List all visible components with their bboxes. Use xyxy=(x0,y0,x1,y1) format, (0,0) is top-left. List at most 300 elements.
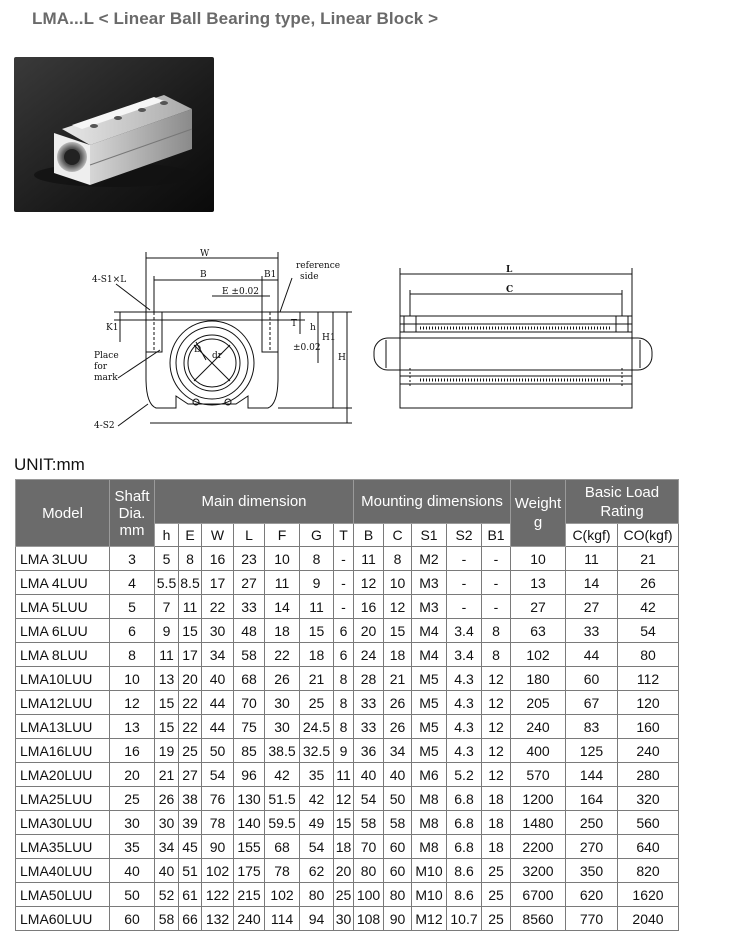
table-cell: 27 xyxy=(234,571,265,595)
model-cell: LMA10LUU xyxy=(16,667,110,691)
table-cell: 21 xyxy=(384,667,412,691)
table-cell: 50 xyxy=(110,883,155,907)
table-cell: - xyxy=(447,547,482,571)
table-cell: - xyxy=(482,571,511,595)
table-row xyxy=(16,859,679,883)
table-cell: 12 xyxy=(384,595,412,619)
table-cell: 26 xyxy=(265,667,300,691)
dim-B1-label: B1 xyxy=(264,270,277,280)
table-cell: 30 xyxy=(265,715,300,739)
table-cell: 44 xyxy=(566,643,618,667)
table-cell: 38 xyxy=(179,787,202,811)
table-cell: 54 xyxy=(300,835,334,859)
ref-side-label-1: reference xyxy=(296,261,341,271)
table-cell: 120 xyxy=(618,691,679,715)
table-cell: 10 xyxy=(110,667,155,691)
table-cell: 18 xyxy=(300,643,334,667)
table-cell: M4 xyxy=(412,643,447,667)
table-cell: 570 xyxy=(511,763,566,787)
table-cell: 15 xyxy=(334,811,354,835)
table-cell: 6 xyxy=(110,619,155,643)
page-title: LMA...L < Linear Ball Bearing type, Linear Block > xyxy=(32,9,439,28)
table-cell: 4.3 xyxy=(447,739,482,763)
table-cell: M10 xyxy=(412,859,447,883)
table-cell: 25 xyxy=(179,739,202,763)
table-cell: 14 xyxy=(265,595,300,619)
table-cell: 620 xyxy=(566,883,618,907)
table-cell: 4 xyxy=(110,571,155,595)
table-cell: 270 xyxy=(566,835,618,859)
col-header-CO-kgf: CO(kgf) xyxy=(618,524,679,547)
table-cell: 144 xyxy=(566,763,618,787)
col-header-B1: B1 xyxy=(482,524,511,547)
table-cell: 33 xyxy=(354,715,384,739)
table-cell: 34 xyxy=(384,739,412,763)
table-cell: 80 xyxy=(354,859,384,883)
table-cell: 132 xyxy=(202,907,234,931)
table-cell: 125 xyxy=(566,739,618,763)
table-cell: M6 xyxy=(412,763,447,787)
table-cell: 30 xyxy=(202,619,234,643)
table-cell: 11 xyxy=(300,595,334,619)
table-cell: 122 xyxy=(202,883,234,907)
shaft-header xyxy=(110,480,155,547)
model-cell: LMA30LUU xyxy=(16,811,110,835)
table-cell: M5 xyxy=(412,715,447,739)
table-cell: 4.3 xyxy=(447,691,482,715)
table-cell: 11 xyxy=(265,571,300,595)
table-cell: 560 xyxy=(618,811,679,835)
model-header: Model xyxy=(16,480,110,547)
table-cell: 3 xyxy=(110,547,155,571)
table-cell: 15 xyxy=(300,619,334,643)
model-cell: LMA16LUU xyxy=(16,739,110,763)
table-cell: 130 xyxy=(234,787,265,811)
table-cell: 27 xyxy=(566,595,618,619)
table-cell: 6.8 xyxy=(447,811,482,835)
tolerance-label: ±0.02 xyxy=(293,343,321,353)
table-cell: 32.5 xyxy=(300,739,334,763)
table-cell: 1200 xyxy=(511,787,566,811)
table-row xyxy=(16,811,679,835)
table-cell: 40 xyxy=(354,763,384,787)
table-cell: 8 xyxy=(110,643,155,667)
table-cell: 48 xyxy=(234,619,265,643)
model-cell: LMA25LUU xyxy=(16,787,110,811)
table-cell: 66 xyxy=(179,907,202,931)
table-cell: 60 xyxy=(384,859,412,883)
table-cell: 215 xyxy=(234,883,265,907)
table-cell: 102 xyxy=(202,859,234,883)
dim-T-label: T xyxy=(291,319,298,329)
table-cell: 6 xyxy=(334,643,354,667)
table-cell: 85 xyxy=(234,739,265,763)
table-cell: 26 xyxy=(618,571,679,595)
table-cell: 67 xyxy=(566,691,618,715)
col-header-C: C xyxy=(384,524,412,547)
table-row xyxy=(16,691,679,715)
model-cell: LMA 5LUU xyxy=(16,595,110,619)
table-cell: 2200 xyxy=(511,835,566,859)
table-cell: 40 xyxy=(202,667,234,691)
table-cell: 16 xyxy=(202,547,234,571)
table-cell: 240 xyxy=(234,907,265,931)
table-cell: 9 xyxy=(300,571,334,595)
table-cell: 100 xyxy=(354,883,384,907)
table-cell: 36 xyxy=(354,739,384,763)
table-cell: 6 xyxy=(334,619,354,643)
table-cell: 3200 xyxy=(511,859,566,883)
table-cell: 8.6 xyxy=(447,883,482,907)
table-cell: 13 xyxy=(511,571,566,595)
table-cell: 26 xyxy=(384,715,412,739)
table-cell: 78 xyxy=(202,811,234,835)
table-cell: 13 xyxy=(110,715,155,739)
table-cell: 8 xyxy=(334,667,354,691)
product-photo xyxy=(14,57,214,212)
table-cell: 20 xyxy=(179,667,202,691)
table-cell: 22 xyxy=(179,691,202,715)
table-cell: 140 xyxy=(234,811,265,835)
table-cell: 40 xyxy=(110,859,155,883)
table-row xyxy=(16,835,679,859)
table-cell: M4 xyxy=(412,619,447,643)
table-cell: 12 xyxy=(482,667,511,691)
table-cell: 10 xyxy=(384,571,412,595)
table-cell: 250 xyxy=(566,811,618,835)
table-cell: 5.2 xyxy=(447,763,482,787)
table-cell: 30 xyxy=(155,811,179,835)
table-cell: 12 xyxy=(482,763,511,787)
weight-header-line2: g xyxy=(533,514,543,531)
table-cell: 18 xyxy=(482,787,511,811)
table-cell: 44 xyxy=(202,715,234,739)
table-cell: 16 xyxy=(354,595,384,619)
table-cell: 15 xyxy=(155,715,179,739)
dim-H-label: H xyxy=(338,353,346,363)
col-header-S1: S1 xyxy=(412,524,447,547)
table-cell: M2 xyxy=(412,547,447,571)
table-cell: - xyxy=(482,547,511,571)
table-cell: 11 xyxy=(179,595,202,619)
table-cell: 33 xyxy=(354,691,384,715)
col-header-C-kgf: C(kgf) xyxy=(566,524,618,547)
main-dimension-header: Main dimension xyxy=(155,480,354,524)
mounting-dimensions-header: Mounting dimensions xyxy=(354,480,511,524)
table-row xyxy=(16,787,679,811)
table-cell: 4.3 xyxy=(447,715,482,739)
shaft-header-line1: Shaft xyxy=(114,487,150,505)
table-cell: 33 xyxy=(566,619,618,643)
table-cell: 21 xyxy=(155,763,179,787)
table-cell: 18 xyxy=(334,835,354,859)
col-header-E: E xyxy=(179,524,202,547)
table-cell: 8.5 xyxy=(179,571,202,595)
table-cell: M8 xyxy=(412,787,447,811)
table-row xyxy=(16,571,679,595)
table-cell: 350 xyxy=(566,859,618,883)
table-cell: 2040 xyxy=(618,907,679,931)
col-header-L: L xyxy=(234,524,265,547)
table-cell: 8 xyxy=(300,547,334,571)
table-cell: M5 xyxy=(412,667,447,691)
table-cell: 21 xyxy=(300,667,334,691)
table-cell: 33 xyxy=(234,595,265,619)
table-cell: - xyxy=(482,595,511,619)
table-cell: M8 xyxy=(412,835,447,859)
table-cell: 80 xyxy=(618,643,679,667)
table-cell: 8 xyxy=(334,691,354,715)
model-cell: LMA20LUU xyxy=(16,763,110,787)
model-cell: LMA 4LUU xyxy=(16,571,110,595)
table-cell: 54 xyxy=(618,619,679,643)
specification-table xyxy=(15,479,679,931)
technical-drawing xyxy=(0,228,735,443)
table-cell: 75 xyxy=(234,715,265,739)
table-cell: 80 xyxy=(384,883,412,907)
table-cell: 11 xyxy=(155,643,179,667)
table-cell: 8 xyxy=(334,715,354,739)
table-cell: 49 xyxy=(300,811,334,835)
screw-label: 4-S1×L xyxy=(92,275,127,285)
table-cell: 78 xyxy=(265,859,300,883)
table-cell: 8 xyxy=(482,619,511,643)
weight-header-line1: Weight xyxy=(514,495,562,512)
table-cell: 23 xyxy=(234,547,265,571)
table-cell: 61 xyxy=(179,883,202,907)
table-cell: 12 xyxy=(110,691,155,715)
table-cell: 58 xyxy=(384,811,412,835)
table-cell: 770 xyxy=(566,907,618,931)
table-cell: - xyxy=(334,595,354,619)
table-cell: 25 xyxy=(482,859,511,883)
table-cell: 15 xyxy=(384,619,412,643)
table-cell: 11 xyxy=(354,547,384,571)
table-cell: 30 xyxy=(110,811,155,835)
load-rating-header xyxy=(566,480,679,524)
ref-side-label-2: side xyxy=(300,272,319,282)
table-cell: M5 xyxy=(412,739,447,763)
table-cell: 8560 xyxy=(511,907,566,931)
table-cell: 63 xyxy=(511,619,566,643)
table-row xyxy=(16,595,679,619)
table-row xyxy=(16,643,679,667)
model-cell: LMA13LUU xyxy=(16,715,110,739)
table-cell: 25 xyxy=(110,787,155,811)
table-cell: 6.8 xyxy=(447,835,482,859)
col-header-T: T xyxy=(334,524,354,547)
table-cell: 12 xyxy=(482,715,511,739)
table-cell: 25 xyxy=(482,907,511,931)
table-cell: - xyxy=(447,571,482,595)
table-cell: 30 xyxy=(265,691,300,715)
table-cell: 35 xyxy=(110,835,155,859)
place-mark-label-1: Place xyxy=(94,351,119,361)
table-cell: 7 xyxy=(155,595,179,619)
table-cell: 58 xyxy=(155,907,179,931)
table-cell: 102 xyxy=(265,883,300,907)
table-cell: 60 xyxy=(566,667,618,691)
table-cell: 27 xyxy=(179,763,202,787)
table-cell: 15 xyxy=(179,619,202,643)
table-cell: 50 xyxy=(202,739,234,763)
table-cell: 96 xyxy=(234,763,265,787)
table-cell: 25 xyxy=(334,883,354,907)
table-cell: 3.4 xyxy=(447,619,482,643)
table-cell: 94 xyxy=(300,907,334,931)
dim-H1-label: H1 xyxy=(322,333,336,343)
table-cell: 22 xyxy=(265,643,300,667)
table-cell: - xyxy=(447,595,482,619)
table-cell: 5 xyxy=(155,547,179,571)
table-cell: M3 xyxy=(412,571,447,595)
table-row xyxy=(16,715,679,739)
table-cell: 6700 xyxy=(511,883,566,907)
col-header-W: W xyxy=(202,524,234,547)
table-cell: 400 xyxy=(511,739,566,763)
model-cell: LMA50LUU xyxy=(16,883,110,907)
table-cell: 24 xyxy=(354,643,384,667)
table-cell: 13 xyxy=(155,667,179,691)
table-cell: 40 xyxy=(155,859,179,883)
shaft-header-line3: mm xyxy=(119,521,145,539)
table-cell: 14 xyxy=(566,571,618,595)
table-cell: 90 xyxy=(202,835,234,859)
table-cell: 4.3 xyxy=(447,667,482,691)
dim-K1-label: K1 xyxy=(106,323,119,333)
table-row xyxy=(16,883,679,907)
dim-dr-label: dr xyxy=(212,351,223,361)
table-cell: 45 xyxy=(179,835,202,859)
table-cell: 18 xyxy=(384,643,412,667)
model-cell: LMA40LUU xyxy=(16,859,110,883)
table-cell: 10.7 xyxy=(447,907,482,931)
table-cell: 640 xyxy=(618,835,679,859)
place-mark-label-3: mark xyxy=(94,373,118,383)
table-cell: 70 xyxy=(354,835,384,859)
table-cell: 70 xyxy=(234,691,265,715)
place-mark-label-2: for xyxy=(94,362,108,372)
table-body xyxy=(16,547,679,931)
table-cell: 16 xyxy=(110,739,155,763)
table-cell: 51 xyxy=(179,859,202,883)
table-cell: 52 xyxy=(155,883,179,907)
table-cell: 102 xyxy=(511,643,566,667)
table-cell: M5 xyxy=(412,691,447,715)
dim-D-label: D xyxy=(194,345,202,355)
table-cell: 42 xyxy=(300,787,334,811)
dim-B-label: B xyxy=(200,270,207,280)
col-header-S2: S2 xyxy=(447,524,482,547)
table-cell: 42 xyxy=(265,763,300,787)
table-cell: 17 xyxy=(202,571,234,595)
table-cell: 15 xyxy=(155,691,179,715)
col-header-B: B xyxy=(354,524,384,547)
table-cell: 58 xyxy=(234,643,265,667)
table-cell: M8 xyxy=(412,811,447,835)
table-cell: 54 xyxy=(354,787,384,811)
table-cell: 62 xyxy=(300,859,334,883)
table-cell: 28 xyxy=(354,667,384,691)
col-header-h: h xyxy=(155,524,179,547)
table-cell: 27 xyxy=(511,595,566,619)
table-cell: 10 xyxy=(511,547,566,571)
model-cell: LMA12LUU xyxy=(16,691,110,715)
table-cell: 240 xyxy=(511,715,566,739)
table-cell: 83 xyxy=(566,715,618,739)
table-cell: 58 xyxy=(354,811,384,835)
model-cell: LMA 8LUU xyxy=(16,643,110,667)
model-cell: LMA35LUU xyxy=(16,835,110,859)
table-cell: 820 xyxy=(618,859,679,883)
table-cell: 50 xyxy=(384,787,412,811)
table-cell: 42 xyxy=(618,595,679,619)
table-cell: 12 xyxy=(482,691,511,715)
table-row xyxy=(16,907,679,931)
table-cell: 21 xyxy=(618,547,679,571)
model-cell: LMA60LUU xyxy=(16,907,110,931)
dim-W-label: W xyxy=(200,249,210,259)
table-cell: 40 xyxy=(384,763,412,787)
table-row xyxy=(16,547,679,571)
table-cell: 60 xyxy=(110,907,155,931)
load-rating-line1: Basic Load xyxy=(584,483,660,501)
table-cell: 24.5 xyxy=(300,715,334,739)
table-row xyxy=(16,739,679,763)
table-cell: 30 xyxy=(334,907,354,931)
table-cell: 205 xyxy=(511,691,566,715)
table-cell: 18 xyxy=(482,835,511,859)
table-cell: 51.5 xyxy=(265,787,300,811)
table-cell: 180 xyxy=(511,667,566,691)
model-cell: LMA 3LUU xyxy=(16,547,110,571)
table-cell: 1620 xyxy=(618,883,679,907)
table-cell: 20 xyxy=(110,763,155,787)
unit-label: UNIT:mm xyxy=(14,455,85,474)
table-cell: 54 xyxy=(202,763,234,787)
weight-header xyxy=(511,480,566,547)
table-cell: 9 xyxy=(155,619,179,643)
load-rating-line2: Rating xyxy=(600,502,644,520)
table-cell: 280 xyxy=(618,763,679,787)
table-cell: 160 xyxy=(618,715,679,739)
dim-L-label: L xyxy=(506,265,513,275)
table-cell: M3 xyxy=(412,595,447,619)
table-cell: 17 xyxy=(179,643,202,667)
table-cell: 68 xyxy=(265,835,300,859)
table-cell: 8 xyxy=(482,643,511,667)
s2-label: 4-S2 xyxy=(94,421,115,431)
table-cell: 1480 xyxy=(511,811,566,835)
table-cell: 5.5 xyxy=(155,571,179,595)
table-cell: 114 xyxy=(265,907,300,931)
table-cell: 34 xyxy=(155,835,179,859)
table-cell: 155 xyxy=(234,835,265,859)
table-cell: 6.8 xyxy=(447,787,482,811)
col-header-G: G xyxy=(300,524,334,547)
table-row xyxy=(16,667,679,691)
dim-E-label: E ±0.02 xyxy=(222,287,260,297)
table-cell: 20 xyxy=(334,859,354,883)
table-cell: 240 xyxy=(618,739,679,763)
table-cell: 38.5 xyxy=(265,739,300,763)
table-cell: 11 xyxy=(334,763,354,787)
table-cell: 26 xyxy=(384,691,412,715)
table-cell: 3.4 xyxy=(447,643,482,667)
table-cell: 12 xyxy=(334,787,354,811)
table-cell: 175 xyxy=(234,859,265,883)
table-cell: 108 xyxy=(354,907,384,931)
